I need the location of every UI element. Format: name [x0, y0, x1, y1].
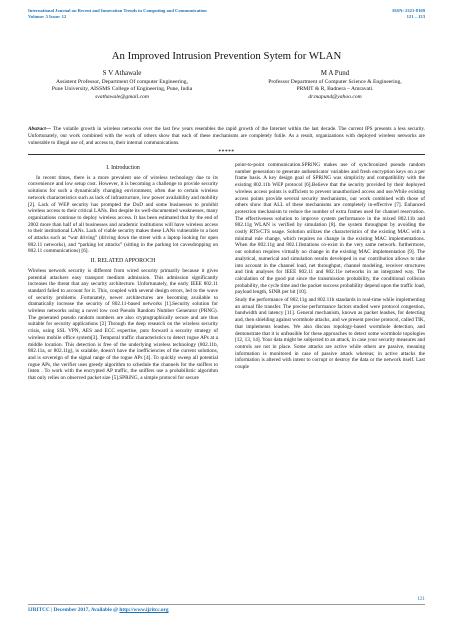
- running-header: [28, 8, 425, 28]
- section-heading-introduction: I. Introduction: [106, 165, 140, 171]
- page-range: 121 – 123: [406, 14, 425, 19]
- author-email[interactable]: dr.mapund@yahoo.com: [308, 93, 362, 100]
- page-number: 121: [417, 596, 425, 602]
- issn-info: [392, 8, 425, 20]
- section-heading-related: II. RELATED APPOROCH: [90, 258, 156, 265]
- author-block-1: [22, 70, 222, 101]
- author-email[interactable]: svathawale@gmail.com: [95, 93, 149, 100]
- footer-divider: [28, 604, 425, 605]
- author-name: M A Pund: [320, 69, 350, 77]
- footer-text: IJRITCC | December 2017, Available @: [28, 607, 120, 613]
- author-affiliation: Professor Department of Computer Science & Engineering,: [268, 79, 402, 86]
- body-paragraph: point-to-point communication.SPRiNG makes use of synchronized pseudo random number generation to generate authenticator variables and fresh encryption keys on a per frame basis. A key design goal of SPRiNG was simplicity and compatibility with the existing 802.11b WEP protocol [6].Believe that the security provided by their deployed wireless access points is sufficient to prevent unauthorized access and use.While existing access points provide several security mechanisms, our work combined with those of others show that ALL of these mechanisms are completely in-effective [7]. Enhanced protection mechanism to reduce the number of extra frames used for channel reservation. The effectiveness solution to improve system performance in the mixed 802.11b and 802.11g WLAN is verified by simulation [8]. the system throughput by avoiding the costly RTS/CTS usage. Solution utilizes the characteristics of the existing MAC with a minimal rule change, which requires no change in the existing MAC implementations. When the 802.11g and 802.11bstations co-exist in the very same network. furthermore, our solution requires virtually no change in the existing MAC implementation [9]. The analytical, numerical and simulation results developed in our contribution allows to take into account in the channel load, net throughput, channel modeling, receiver structures and link analyses for IEEE 802.11 and 802.11e networks in an integrated way. The calculation of the good put since the transmission probability, the conditional collision probability, the cycle time and the packet success probability depend upon the traffic load, payload length, SINR per bit [10].: [235, 162, 425, 296]
- journal-info: [28, 8, 207, 20]
- right-column: [235, 162, 425, 372]
- author-affiliation: Assistent Professor, Department Of computer Engineering,: [56, 79, 188, 86]
- body-paragraph: Wireless network security is different from wired security primarily because it gives potential attackers easy transport medium admission. This admission significantly increases the threat that any security architecture. Unfortunately, the early IEEE 802.11 standard failed to account for it. This, coupled with several design errors, led to the wave of security problems .Fortunately, newer architectures are becoming available to dramatically increase the security of 802.11-based networks [1].Security solution for wireless networks using a novel low cost Pseudo Random Number Generator (PRNG). The generated pseudo random numbers are also cryptographically secure and are thus suitable for security applications [2] Through the deep research on the wireless security crisis, using SSL VPN, AES and ECC expertise, puts forward a security strategy of wireless mobile office system[3]. Temporal traffic characteristics to detect rogue APs at a middle location. This detection is free of the underlying wireless technology (802.11b, 802.11a, or 802.11g), is scalable, doesn't have the inefficiencies of the current solutions, and is sovereign of the signal range of the rogue APs [4]. To quickly sweep all potential rogue APs, the verifier uses greedy algorithm to schedule the channels for the sniffers to listen . To work with the encrypted AP traffic, the sniffers use a probabilistic algorithm that only relies on observed packet size [5].SPRiNG, a simple protocol for secure: [28, 267, 218, 382]
- journal-name: International Journal on Recent and Innovation Trends in Computing and Communication: [28, 8, 207, 13]
- author-name: S V Athawale: [102, 69, 142, 77]
- abstract: [28, 126, 425, 146]
- section-separator-stars: *****: [218, 149, 235, 155]
- paper-title: An Improved Intrusion Prevention Sytem for WLAN: [111, 50, 342, 62]
- journal-volume: Volume: 5 Issue: 12: [28, 14, 67, 19]
- author-affiliation: PRMIT & R, Badnera – Amravati.: [296, 86, 374, 93]
- issn: ISSN: 2321-8169: [392, 8, 425, 13]
- body-paragraph: In recent times, there is a more prevalent use of wireless technology due to its convenience and low setup cost. However, it is becoming a challenge to provide security solutions for such a dynamically changing environment, often due to certain wireless network characteristics such as lack of infrastructure, low power availability and mobility [2]. Lack of WEP security has prompted the DoD and some businesses to prohibit wireless access to their critical LANs. But despite its well-documented weaknesses, many organizations continue to deploy wireless access. It has been estimated that by the end of 2002 more than half of all businesses and academic institutions will have wireless access to their institutional LANs. Lack of viable security makes these LANs vulnerable to a host of attacks such as “war driving” (driving down the street with a laptop looking for open 802.11 networks), and “parking lot attacks” (sitting in the parking lot cavesdropping on 802.11 communications) [6].: [28, 174, 218, 255]
- journal-link[interactable]: http://www.ijritcc.org: [119, 607, 169, 613]
- abstract-label: Abstract—: [28, 126, 52, 132]
- left-column: [28, 162, 218, 383]
- body-paragraph: Study the performance of 802.11g and 802.11b standards in real-time while implementing an actual file transfer. The precise performance factors studied were protocol congestion, bandwidth and latency [11]. General mechanism, known as packet leashes, for detecting and, then shielding against wormhole attacks, and we present precise protocol, called TIK, that implements leashes. We also discuss topology-based wormhole detection, and demonstrate that it is unfeasible for these approaches to detect some wormhole topologies [12, 13, 14]. Your data might be subjected to an attack, in case your security measures and controls are not in place. Some attacks are active while others are passive, meaning information is monitored in case of passive attack whereas; in active attacks the information is altered with intent to corrupt or destroy the data or the network itself. Last couple: [235, 297, 426, 371]
- author-block-2: [230, 70, 440, 101]
- footer: [28, 607, 169, 613]
- abstract-text: The volatile growth in wireless networks over the last few years resembles the rapid growth of the Internet within the last decade. The current IPS presents a less security. Unfortunately, our work combined with the work of others show that each of these mechanisms are completely futile. As a result, organizations with deployed wireless networks are vulnerable to illegal use of, and access to, their internal communications.: [28, 126, 425, 146]
- author-affiliation: Pune University, AISSMS College of Engineering, Pune, India: [51, 86, 193, 93]
- divider: [28, 154, 425, 155]
